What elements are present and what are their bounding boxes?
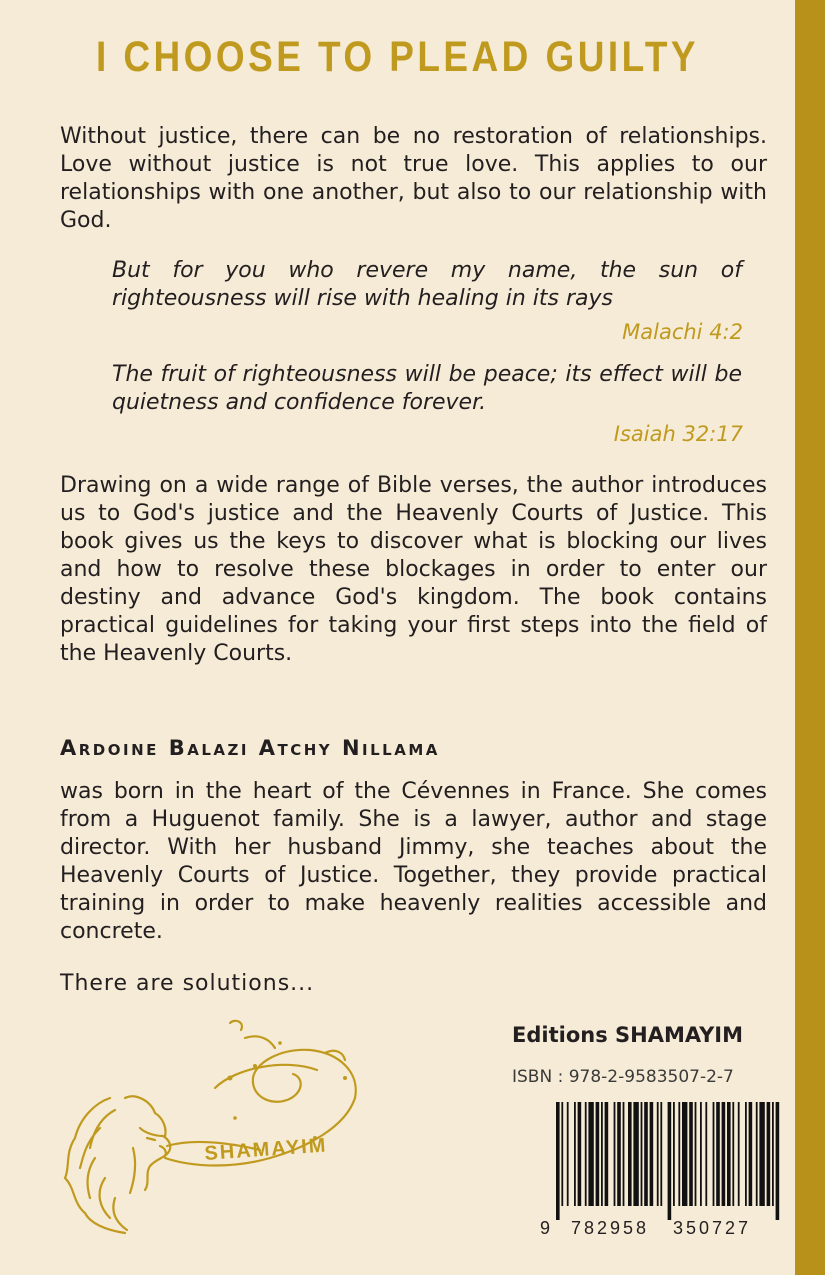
isbn: ISBN : 978-2-9583507-2-7: [512, 1067, 734, 1087]
barcode-right-digits: 350727: [673, 1218, 752, 1238]
shamayim-lion-logo: [55, 1018, 385, 1238]
quote-2-reference: Isaiah 32:17: [613, 422, 743, 446]
publisher-name: Editions SHAMAYIM: [512, 1023, 744, 1047]
logo-text: SHAMAYIM: [203, 1134, 329, 1165]
book-description: Drawing on a wide range of Bible verses, the author introduces us to God's justice and the Heavenly Courts of Justice. This book gives us the keys to discover what is blocking our lives and how to resolve these blockages in order to enter our destiny and advance God's kingdom. The book contains practical guidelines for taking your first steps into the field of the Heavenly Courts.: [60, 473, 767, 666]
book-title: I CHOOSE TO PLEAD GUILTY: [95, 33, 700, 81]
isbn-barcode: [554, 1102, 782, 1220]
intro-paragraph: Without justice, there can be no restoration of relationships. Love without justice is not true love. This applies to our relationships with one another, but also to our relationship with God.: [60, 124, 767, 233]
author-name: Ardoine Balazi Atchy Nillama: [60, 736, 440, 760]
quote-2-text: The fruit of righteousness will be peace; its effect will be quietness and confidence forever.: [112, 362, 742, 415]
author-bio: was born in the heart of the Cévennes in France. She comes from a Huguenot family. She is a lawyer, author and stage director. With her husband Jimmy, she teaches about the Heavenly Courts of Justice. Together, they provide practical training in order to make heavenly realities accessible and concrete.: [60, 779, 767, 944]
book-spine: [795, 0, 825, 1275]
tagline: There are solutions...: [60, 971, 315, 996]
quote-1-text: But for you who revere my name, the sun of righteousness will rise with healing in its rays: [112, 258, 742, 311]
quote-1-reference: Malachi 4:2: [622, 320, 743, 344]
barcode-lead-digit: 9: [540, 1218, 551, 1238]
barcode-left-digits: 782958: [571, 1218, 650, 1238]
